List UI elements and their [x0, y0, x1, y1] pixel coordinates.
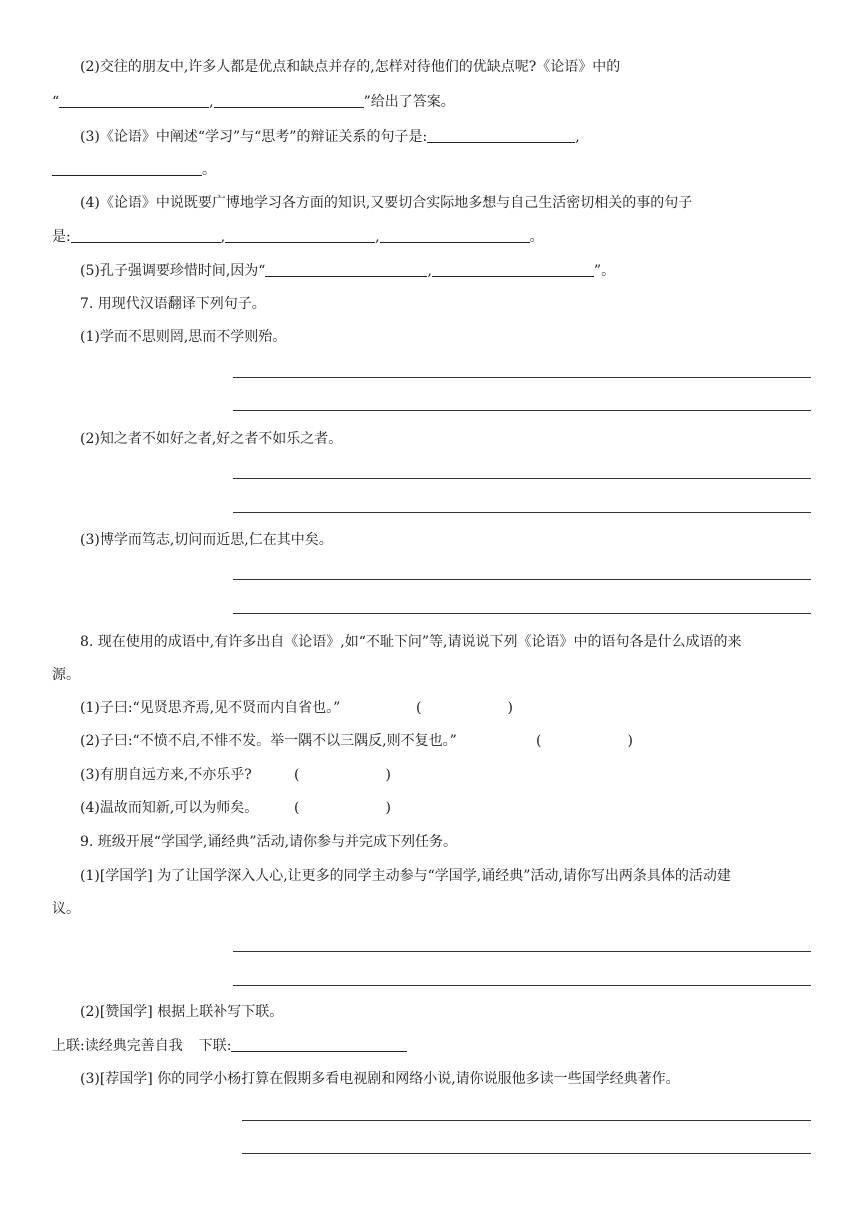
couplet-upper: 上联:读经典完善自我	[52, 1038, 183, 1054]
q8-title-line2: 源。	[52, 667, 80, 683]
answer-paren[interactable]: ( )	[294, 800, 391, 816]
q8-item-2	[80, 731, 633, 751]
answer-blank[interactable]	[71, 228, 221, 243]
answer-line[interactable]	[233, 410, 811, 411]
separator: ,	[220, 229, 226, 245]
answer-line[interactable]	[233, 512, 811, 513]
q8-item-2-text: (2)子曰:“不愤不启,不悱不发。举一隅不以三隅反,则不复也。”	[80, 733, 457, 749]
separator: ,	[427, 263, 432, 279]
answer-paren[interactable]: ( )	[416, 700, 513, 716]
open-quote: “	[52, 94, 60, 110]
answer-blank[interactable]	[225, 228, 375, 243]
q9-task2: (2)[赞国学] 根据上联补写下联。	[80, 1004, 284, 1020]
q6-item5	[80, 261, 615, 281]
q8-item-1-text: (1)子曰:“见贤思齐焉,见不贤而内自省也。”	[80, 700, 341, 716]
answer-line[interactable]	[233, 377, 811, 378]
item5-tail: ”。	[593, 263, 616, 279]
period: 。	[529, 229, 544, 245]
q8-item-1	[80, 698, 513, 718]
separator: ,	[575, 129, 580, 145]
answer-blank[interactable]	[214, 93, 364, 108]
separator: ,	[375, 229, 380, 245]
q6-item4-line2	[52, 227, 544, 247]
q7-title: 7. 用现代汉语翻译下列句子。	[80, 296, 266, 312]
q7-sentence-1: (1)学而不思则罔,思而不学则殆。	[80, 329, 287, 345]
answer-line[interactable]	[233, 478, 811, 479]
q8-item-3-text: (3)有朋自远方来,不亦乐乎?	[80, 767, 252, 783]
q6-item3-line2	[52, 160, 216, 180]
answer-line[interactable]	[233, 579, 811, 580]
answer-line[interactable]	[233, 951, 811, 952]
q8-item-4-text: (4)温故而知新,可以为师矣。	[80, 800, 259, 816]
answer-blank[interactable]	[380, 228, 530, 243]
item5-head: (5)孔子强调要珍惜时间,因为“	[80, 263, 266, 279]
item2-tail: ”给出了答案。	[363, 94, 455, 110]
answer-line[interactable]	[233, 985, 811, 986]
q9-task1-line2: 议。	[52, 901, 80, 917]
answer-line[interactable]	[242, 1120, 811, 1121]
q9-title: 9. 班级开展“学国学,诵经典”活动,请你参与并完成下列任务。	[80, 834, 458, 850]
q8-item-3	[80, 765, 391, 785]
q6-item3-line1	[80, 127, 580, 147]
item3-text: (3)《论语》中阐述“学习”与“思考”的辩证关系的句子是:	[80, 129, 428, 145]
separator: ,	[209, 94, 214, 110]
q7-sentence-2: (2)知之者不如好之者,好之者不如乐之者。	[80, 431, 343, 447]
answer-blank[interactable]	[231, 1037, 407, 1052]
answer-line[interactable]	[233, 613, 811, 614]
answer-blank[interactable]	[432, 262, 594, 277]
q7-sentence-3: (3)博学而笃志,切问而近思,仁在其中矣。	[80, 532, 333, 548]
couplet-line	[52, 1036, 407, 1056]
answer-line[interactable]	[242, 1153, 811, 1154]
item4-head: 是:	[52, 229, 71, 245]
q6-item2-line1: (2)交往的朋友中,许多人都是优点和缺点并存的,怎样对待他们的优缺点呢?《论语》中的	[80, 59, 621, 75]
answer-paren[interactable]: ( )	[294, 767, 391, 783]
answer-paren[interactable]: ( )	[536, 733, 633, 749]
q8-title-line1: 8. 现在使用的成语中,有许多出自《论语》,如“不耻下问”等,请说说下列《论语》中的语句各是什么成语的来	[80, 634, 742, 650]
q6-item4-line1: (4)《论语》中说既要广博地学习各方面的知识,又要切合实际地多想与自己生活密切相关的事的句子	[80, 195, 693, 211]
answer-blank[interactable]	[427, 128, 575, 143]
answer-blank[interactable]	[59, 93, 209, 108]
answer-blank[interactable]	[265, 262, 427, 277]
q9-task3: (3)[荐国学] 你的同学小杨打算在假期多看电视剧和网络小说,请你说服他多读一些国学经典著作。	[80, 1071, 680, 1087]
q9-task1-line1: (1)[学国学] 为了让国学深入人心,让更多的同学主动参与“学国学,诵经典”活动,请你写出两条具体的活动建	[80, 868, 731, 884]
q8-item-4	[80, 798, 391, 818]
period: 。	[202, 162, 216, 178]
q6-item2-line2	[52, 92, 455, 112]
answer-blank[interactable]	[52, 161, 202, 176]
couplet-lower-label: 下联:	[198, 1038, 232, 1054]
